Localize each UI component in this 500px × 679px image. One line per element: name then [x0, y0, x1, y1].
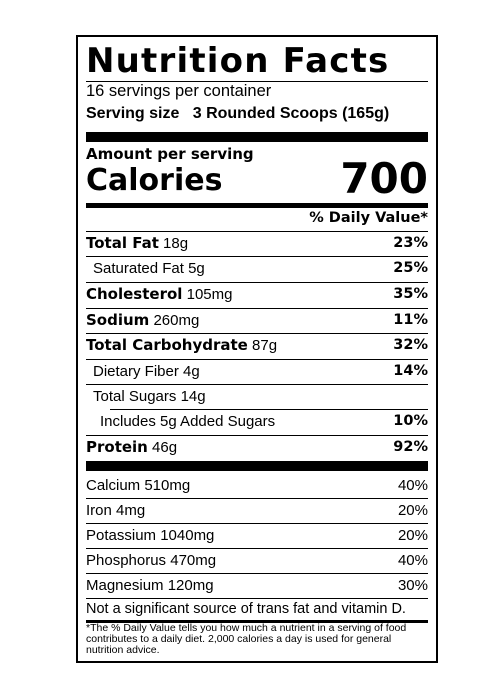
- mineral-dv: 20%: [397, 527, 428, 544]
- nutrient-dv: 23%: [393, 235, 428, 251]
- nutrient-row-total-sugars: [86, 384, 428, 409]
- nutrient-name: Sodium: [86, 311, 150, 329]
- serving-size-value: 3 Rounded Scoops (165g): [192, 105, 390, 122]
- mineral-dv: 20%: [397, 502, 428, 519]
- mineral-row-potassium: [86, 523, 428, 548]
- nutrient-dv: 25%: [393, 260, 428, 276]
- mineral-row-magnesium: [86, 573, 428, 598]
- nutrient-amount: 14g: [180, 388, 206, 405]
- nutrient-row-dietary-fiber: [86, 359, 428, 384]
- mineral-row-iron: [86, 498, 428, 523]
- servings-per-container: 16 servings per container: [86, 82, 272, 100]
- nutrient-amount: 260mg: [153, 312, 200, 329]
- nutrient-amount: 18g: [163, 235, 189, 252]
- nutrient-row-total-fat: [86, 231, 428, 256]
- mineral-text: Magnesium 120mg: [86, 577, 214, 594]
- nutrient-name: Total Fat: [86, 234, 159, 252]
- mineral-dv: 40%: [397, 552, 428, 569]
- nutrient-dv: 32%: [393, 337, 428, 353]
- thick-divider: [86, 461, 428, 471]
- nutrient-dv: 14%: [393, 363, 428, 379]
- serving-size-label: Serving size: [86, 105, 180, 122]
- daily-value-header: % Daily Value*: [309, 210, 428, 226]
- nutrient-amount: 46g: [152, 439, 178, 456]
- nutrient-dv: 35%: [393, 286, 428, 302]
- mineral-text: Phosphorus 470mg: [86, 552, 217, 569]
- serving-size: [86, 104, 428, 124]
- nutrient-row-added-sugars: [86, 409, 428, 434]
- nutrient-row-sodium: [86, 308, 428, 333]
- not-significant-source-note: Not a significant source of trans fat and vitamin D.: [86, 601, 406, 617]
- nutrient-row-protein: [86, 435, 428, 460]
- mineral-text: Potassium 1040mg: [86, 527, 215, 544]
- mineral-row-phosphorus: [86, 548, 428, 573]
- mineral-text: Calcium 510mg: [86, 477, 191, 494]
- nutrient-name: Total Carbohydrate: [86, 336, 248, 354]
- nutrient-amount: 5g: [188, 260, 205, 277]
- nutrition-facts-label: [76, 35, 438, 663]
- nutrient-amount: 4g: [183, 363, 200, 380]
- calories-value: 700: [340, 154, 428, 203]
- amount-per-serving: Amount per serving: [86, 145, 254, 163]
- label-title: Nutrition Facts: [86, 41, 390, 81]
- nutrient-name: Saturated Fat: [93, 260, 184, 277]
- nutrient-row-total-carbohydrate: [86, 333, 428, 358]
- nutrient-name: Total Sugars: [93, 388, 177, 405]
- nutrient-name: Includes 5g Added Sugars: [100, 413, 276, 430]
- nutrient-row-cholesterol: [86, 282, 428, 307]
- nutrient-dv: 11%: [393, 312, 428, 328]
- thick-divider: [86, 132, 428, 142]
- mineral-row-calcium: [86, 473, 428, 498]
- daily-value-footnote: *The % Daily Value tells you how much a nutrient in a serving of food contributes to a daily diet. 2,000 calories a day is used for general nutrition advice.: [86, 622, 407, 656]
- mineral-text: Iron 4mg: [86, 502, 146, 519]
- nutrient-amount: 105mg: [186, 286, 233, 303]
- nutrient-dv: 10%: [393, 413, 428, 429]
- nutrient-amount: 87g: [252, 337, 278, 354]
- nutrient-name: Dietary Fiber: [93, 363, 179, 380]
- mineral-dv: 30%: [397, 577, 428, 594]
- calories-label: Calories: [86, 163, 223, 198]
- nutrient-row-saturated-fat: [86, 256, 428, 281]
- nutrient-name: Protein: [86, 438, 148, 456]
- mineral-dv: 40%: [397, 477, 428, 494]
- nutrient-dv: 92%: [393, 439, 428, 455]
- nutrient-name: Cholesterol: [86, 285, 183, 303]
